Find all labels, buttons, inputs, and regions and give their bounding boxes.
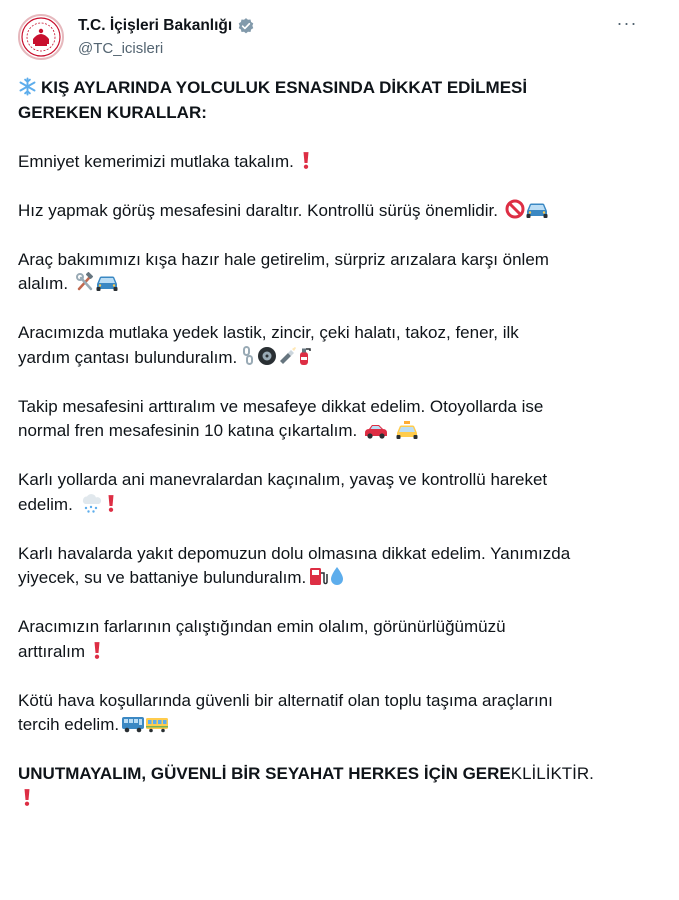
blue-car-icon (525, 199, 549, 219)
rule-equipment-line-2: yardım çantası bulunduralım. (18, 347, 238, 367)
prohibited-icon (505, 199, 525, 219)
rule-public-transport-line-2: tercih edelim. (18, 715, 120, 734)
rule-distance (18, 395, 658, 444)
flashlight-icon (277, 346, 297, 366)
taxi-icon (395, 421, 419, 439)
tweet-text (18, 76, 658, 836)
verified-badge-icon (237, 17, 255, 35)
rule-fuel-line-1: Karlı havalarda yakıt depomuzun dolu olmasına dikkat edelim. Yanımızda (18, 543, 571, 563)
rule-headlights-line-2: arttıralım (18, 641, 86, 661)
bus-icon (121, 715, 145, 733)
chain-icon (239, 346, 257, 366)
ministry-emblem-icon (20, 16, 62, 58)
heading-line-1: KIŞ AYLARINDA YOLCULUK ESNASINDA DİKKAT EDİLMESİ (41, 78, 528, 97)
rule-speed (18, 199, 658, 224)
red-exclamation-icon (106, 494, 116, 513)
hammer-wrench-icon (75, 272, 95, 292)
account-handle[interactable]: @TC_icisleri (78, 40, 164, 57)
final-reminder (18, 762, 658, 811)
rule-seatbelt (18, 150, 658, 175)
blue-car-icon (95, 272, 119, 292)
rule-maneuver-line-2: edelim. (18, 494, 73, 514)
more-options-button[interactable]: ··· (616, 13, 638, 33)
rule-seatbelt-text: Emniyet kemerimizi mutlaka takalım. (18, 151, 294, 171)
display-name[interactable]: T.C. İçişleri Bakanlığı (78, 17, 233, 34)
fire-extinguisher-icon (297, 346, 311, 366)
rule-maneuver (18, 468, 658, 517)
rule-headlights (18, 615, 658, 664)
tire-icon (257, 346, 277, 366)
fuel-pump-icon (308, 566, 328, 586)
tweet-header (0, 0, 679, 72)
rule-headlights-line-1: Aracımızın farlarının çalıştığından emin olalım, görünürlüğümüzü (18, 617, 506, 636)
name-row (78, 17, 255, 35)
rule-maintenance-line-2: alalım. (18, 274, 69, 293)
rule-public-transport (18, 689, 658, 738)
snow-cloud-icon (80, 493, 104, 513)
rule-maintenance-line-1: Araç bakımımızı kışa hazır hale getirelim, sürpriz arızalara karşı önlem (18, 249, 549, 269)
rule-fuel-line-2: yiyecek, su ve battaniye bulunduralım. (18, 568, 307, 587)
droplet-icon (330, 566, 344, 586)
rule-public-transport-line-1: Kötü hava koşullarında güvenli bir alternatif olan toplu taşıma araçlarını (18, 690, 553, 710)
tweet-heading (18, 76, 658, 125)
red-exclamation-icon (301, 151, 311, 170)
red-car-icon (364, 423, 388, 439)
rule-equipment-line-1: Aracımızda mutlaka yedek lastik, zincir, çeki halatı, takoz, fener, ilk (18, 323, 519, 342)
rule-distance-line-1: Takip mesafesini arttıralım ve mesafeye dikkat edelim. Otoyollarda ise (18, 396, 544, 416)
rule-fuel (18, 542, 658, 591)
final-reminder-light: KLİLİKTİR. (510, 764, 594, 783)
final-reminder-bold: UNUTMAYALIM, GÜVENLİ BİR SEYAHAT HERKES İÇİN GERE (18, 764, 511, 783)
rule-equipment (18, 321, 658, 370)
red-exclamation-icon (22, 788, 32, 807)
rule-maintenance (18, 248, 658, 297)
avatar[interactable] (18, 14, 64, 60)
heading-line-2: GEREKEN KURALLAR: (18, 102, 207, 122)
tram-icon (145, 715, 169, 733)
rule-maneuver-line-1: Karlı yollarda ani manevralardan kaçınalım, yavaş ve kontrollü hareket (18, 470, 548, 489)
rule-distance-line-2: normal fren mesafesinin 10 katına çıkartalım. (18, 421, 358, 440)
rule-speed-text: Hız yapmak görüş mesafesini daraltır. Kontrollü sürüş önemlidir. (18, 200, 498, 220)
red-exclamation-icon (92, 641, 102, 660)
snowflake-icon (18, 77, 37, 96)
